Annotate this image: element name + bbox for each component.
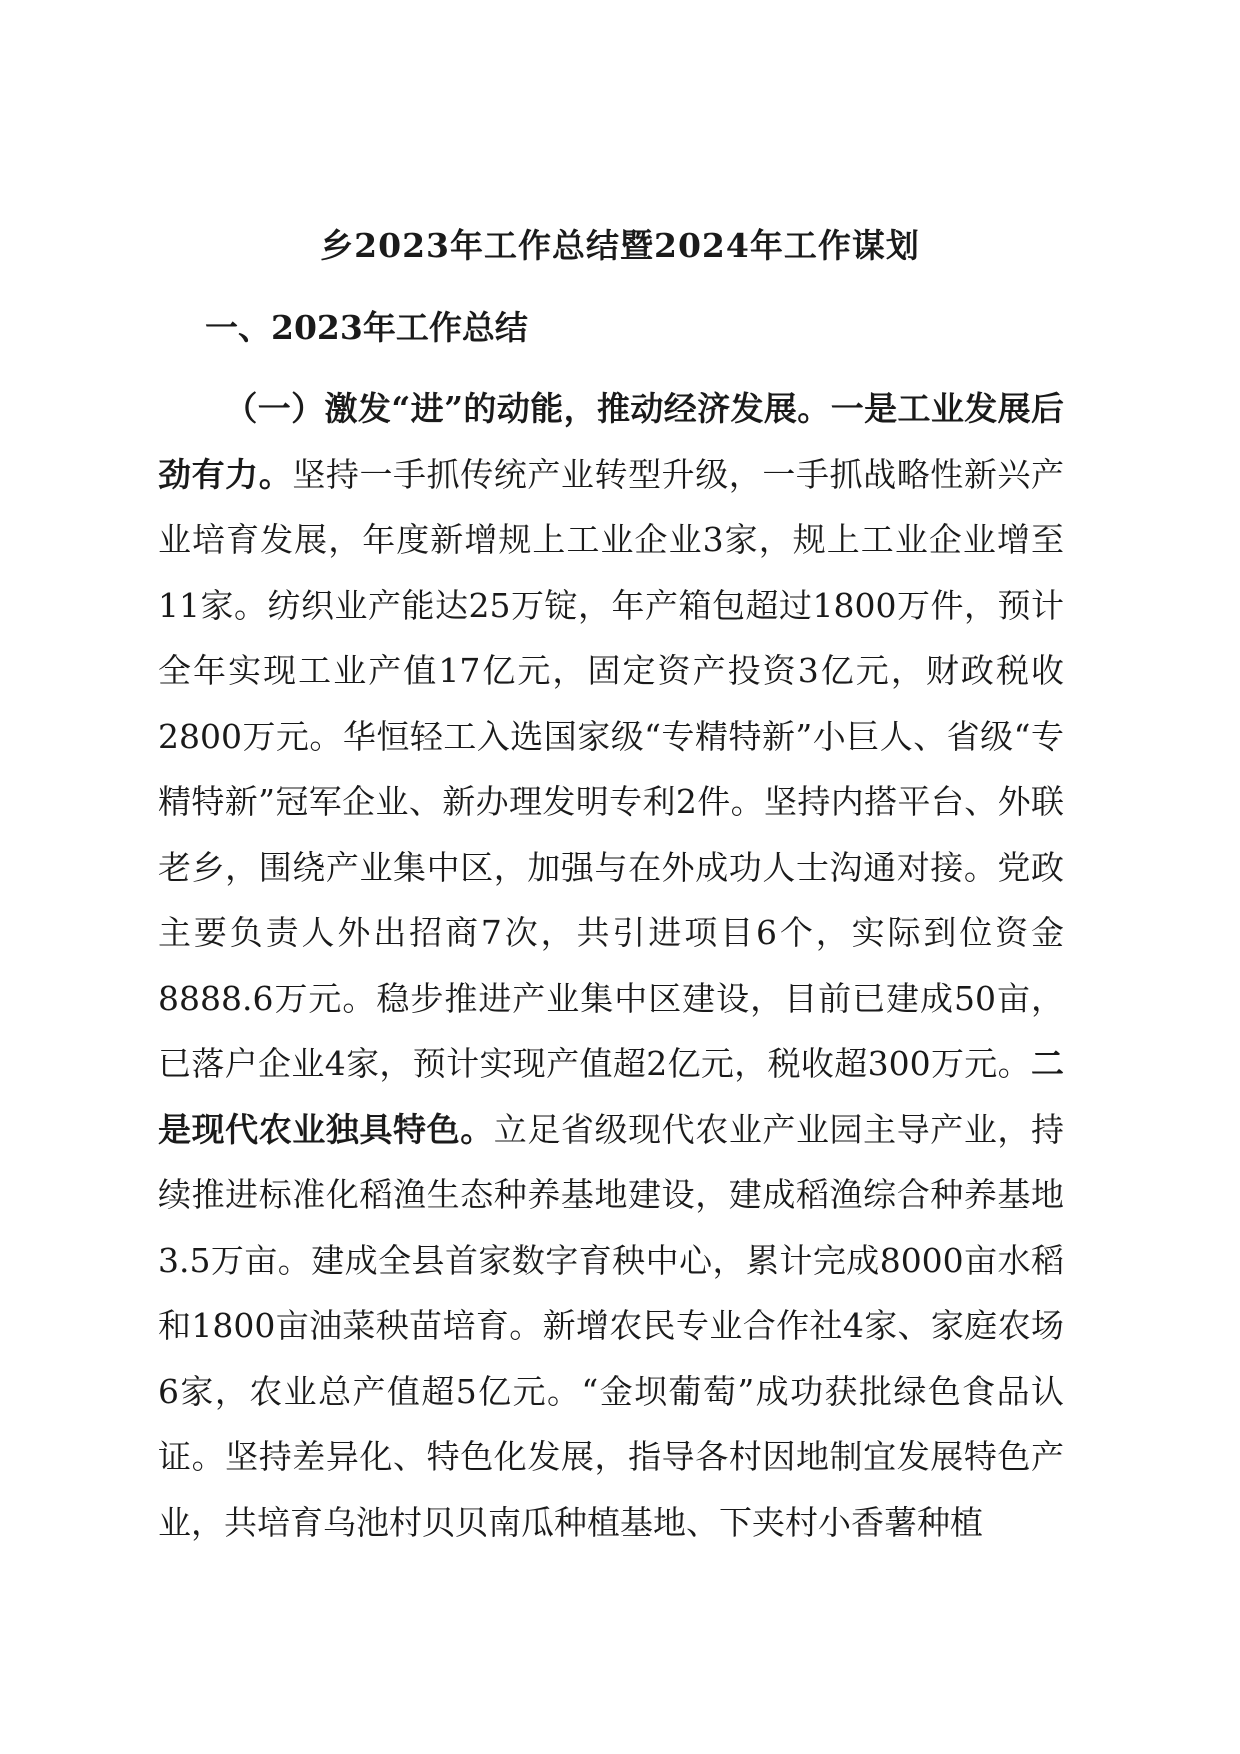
section-heading-work-summary: 一、2023年工作总结 [205, 308, 528, 347]
body-paragraph [158, 376, 1064, 1555]
document-title: 乡2023年工作总结暨2024年工作谋划 [320, 226, 920, 265]
subsection-heading: （一）激发“进”的动能，推动经济发展。 [224, 389, 831, 428]
point-1-lead: 一是工业发展后劲有力。 [158, 389, 1065, 494]
point-2-lead: 二是现代农业独具特色。 [158, 1044, 1064, 1149]
point-2-text: 立足省级现代农业产业园主导产业，持续推进标准化稻渔生态种养基地建设，建成稻渔综合种养基地3.5万亩。建成全县首家数字育秧中心，累计完成8000亩水稻和1800亩油菜秧苗培育。新增农民专业合作社4家、家庭农场6家，农业总产值超5亿元。“金坝葡萄”成功获批绿色食品认证。坚持差异化、特色化发展，指导各村因地制宜发展特色产业，共培育乌池村贝贝南瓜种植基地、下夹村小香薯种植 [158, 1109, 1065, 1542]
point-1-text: 坚持一手抓传统产业转型升级，一手抓战略性新兴产业培育发展，年度新增规上工业企业3家，规上工业企业增至11家。纺织业产能达25万锭，年产箱包超过1800万件，预计全年实现工业产值17亿元，固定资产投资3亿元，财政税收2800万元。华恒轻工入选国家级“专精特新”小巨人、省级“专精特新”冠军企业、新办理发明专利2件。坚持内搭平台、外联老乡，围绕产业集中区，加强与在外成功人士沟通对接。党政主要负责人外出招商7次，共引进项目6个，实际到位资金8888.6万元。稳步推进产业集中区建设，目前已建成50亩，已落户企业4家，预计实现产值超2亿元，税收超300万元。 [158, 454, 1065, 1083]
